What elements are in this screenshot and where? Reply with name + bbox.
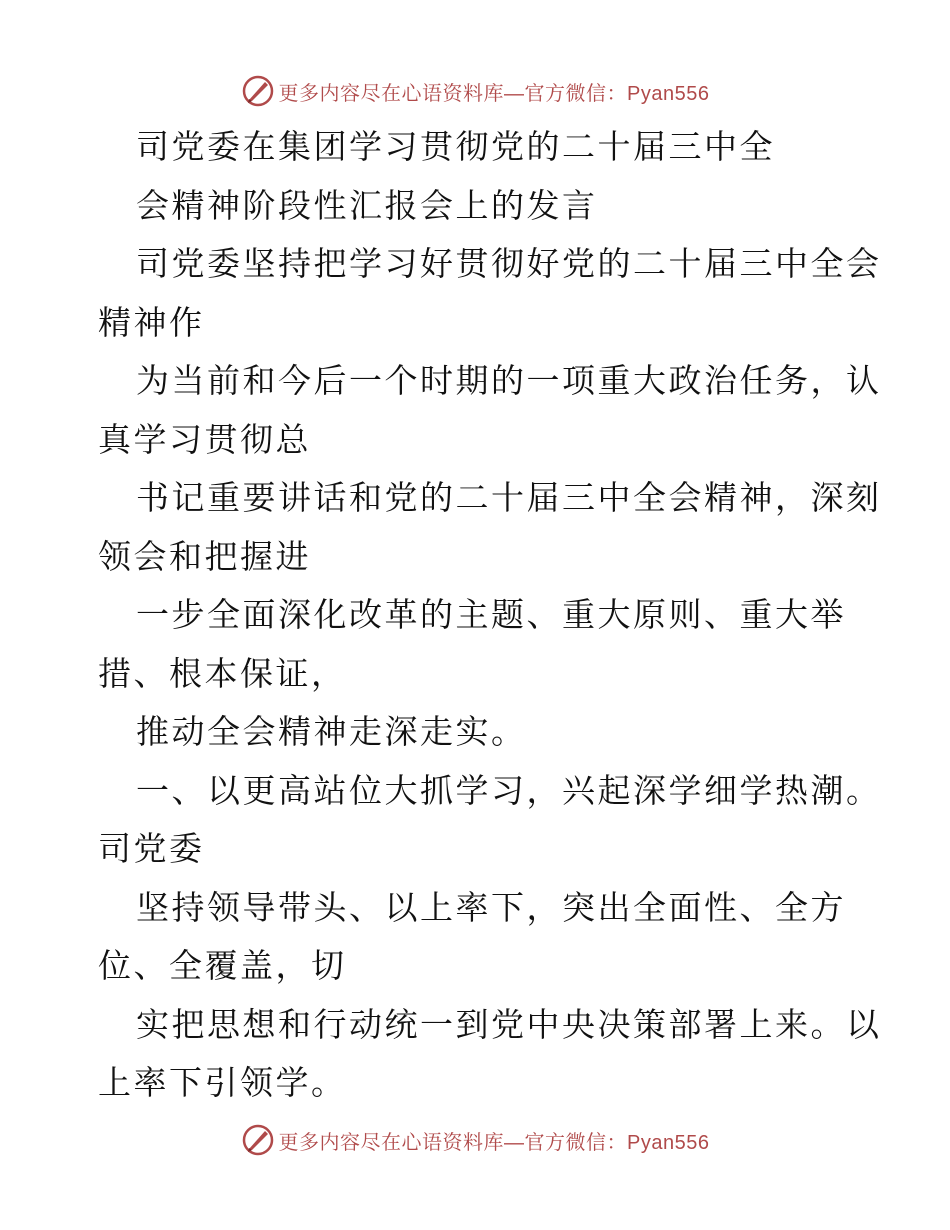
text-line: 推动全会精神走深走实。 — [136, 712, 527, 751]
text-line: 领会和把握进 — [98, 536, 311, 576]
watermark-text: 更多内容尽在心语资料库—官方微信：Pyan556 — [278, 1131, 710, 1154]
watermark-footer — [0, 1120, 950, 1160]
watermark-text: 更多内容尽在心语资料库—官方微信：Pyan556 — [278, 82, 710, 105]
text-line: 司党委坚持把学习好贯彻好党的二十届三中全会 — [136, 244, 882, 283]
text-line: 书记重要讲话和党的二十届三中全会精神，深刻 — [136, 478, 882, 517]
text-line: 司党委在集团学习贯彻党的二十届三中全 — [136, 127, 775, 166]
document-body — [98, 118, 882, 1113]
text-line: 坚持领导带头、以上率下，突出全面性、全方 — [136, 887, 846, 927]
text-line: 精神作 — [98, 302, 205, 342]
text-line: 实把思想和行动统一到党中央决策部署上来。以 — [136, 1004, 882, 1044]
text-line: 司党委 — [98, 829, 205, 868]
text-line: 为当前和今后一个时期的一项重大政治任务，认 — [136, 361, 882, 400]
text-line: 一、以更高站位大抓学习，兴起深学细学热潮。 — [136, 770, 882, 810]
text-line: 真学习贯彻总 — [98, 419, 311, 459]
text-line: 措、根本保证， — [98, 653, 347, 693]
text-line: 一步全面深化改革的主题、重大原则、重大举 — [136, 595, 846, 634]
watermark-header — [0, 71, 950, 111]
text-line: 位、全覆盖，切 — [98, 946, 347, 985]
text-line: 上率下引领学。 — [98, 1063, 347, 1102]
quill-pen-logo-icon — [241, 74, 275, 108]
quill-pen-logo-icon — [241, 1123, 275, 1157]
text-line: 会精神阶段性汇报会上的发言 — [136, 185, 598, 225]
